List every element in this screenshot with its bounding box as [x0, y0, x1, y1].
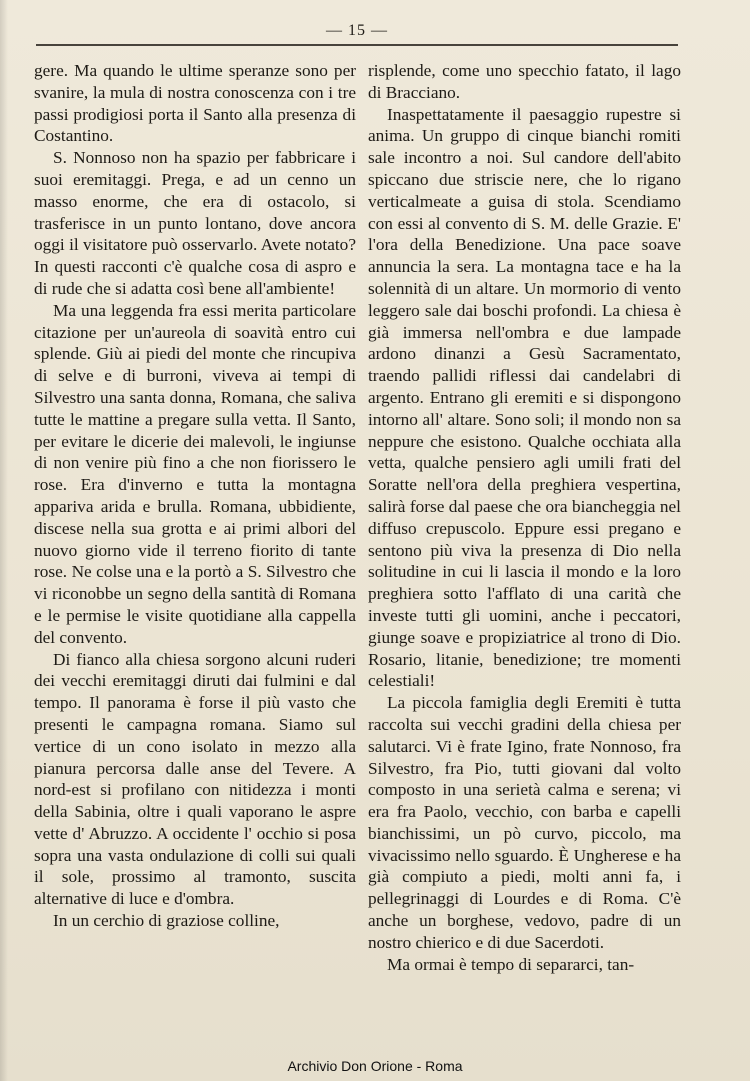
paragraph: risplende, come uno specchio fatato, il lago di Bracciano.: [368, 61, 681, 102]
paragraph: gere. Ma quando le ultime speranze sono per svanire, la mula di nostra conoscenza con i tre passi prodigiosi porta il Santo alla presenza di Costantino.: [34, 61, 356, 146]
paragraph: La piccola famiglia degli Eremiti è tutta raccolta sui vecchi gradini della chiesa per salutarci. Vi è frate Igino, frate Nonnoso, fra Silvestro, fra Pio, tutti giovani dal volto composto in una serietà calma e serena; vi era fra Paolo, vecchio, con barba e capelli bianchissimi, un pò curvo, piccolo, ma vivacissimo nello sguardo. È Ungherese e ha già compiuto a piedi, molti anni fa, i pellegrinaggi di Lourdes e di Roma. C'è anche un borghese, vedovo, padre di un nostro chierico e di due Sacerdoti.: [368, 693, 681, 952]
paragraph: Di fianco alla chiesa sorgono alcuni ruderi dei vecchi eremitaggi diruti dai fulmini e dal tempo. Il panorama è forse il più vasto che presenti le campagna romana. Siamo sul vertice di un cono isolato in mezzo alla pianura percorsa dalle anse del Tevere. A nord-est si profilano con nitidezza i monti della Sabinia, oltre i quali vaporano le aspre vette d' Abruzzo. A occidente l' occhio si posa sopra una vasta ondulazione di colli sui quali il sole, prossimo al tramonto, suscita alternative di luce e d'ombra.: [34, 649, 356, 909]
page-number: — 15 —: [326, 22, 388, 39]
page-edge-shadow: [0, 0, 8, 1081]
archive-footer: Archivio Don Orione - Roma: [287, 1058, 463, 1074]
page-header: [36, 22, 678, 52]
paragraph: Ma ormai è tempo di separarci, tan-: [387, 954, 635, 974]
header-rule: [36, 44, 678, 46]
paragraph: Ma una leggenda fra essi merita particolare citazione per un'aureola di soavità entro cui splende. Giù ai piedi del monte che rincupiva di selve e di burroni, viveva ai tempi di Silvestro una santa donna, Romana, che saliva tutte le mattine a pregare sulla vetta. Il Santo, per evitare le dicerie dei malevoli, le ingiunse di non venire più fino a che non fiorissero le rose. Era d'inverno e tutta la montagna appariva arida e brulla. Romana, ubbidiente, discese nella sua grotta e ai primi albori del nuovo giorno vide il terreno fiorito di tante rose. Ne colse una e la portò a S. Silvestro che vi riconobbe un segno della santità di Romana e le permise le visite quotidiane alla cappella del convento.: [34, 300, 356, 647]
paragraph: Inaspettatamente il paesaggio rupestre si anima. Un gruppo di cinque bianchi romiti sale incontro a noi. Sul candore dell'abito spiccano due striscie nere, che lo rigano verticalmeate a guisa di stola. Scendiamo con essi al convento di S. M. delle Grazie. E' l'ora della Benedizione. Una pace soave annuncia la sera. La montagna tace e ha la solennità di un altare. Un mormorio di vento leggero sale dai boschi profondi. La chiesa è già immersa nell'ombra e due lampade ardono dinanzi a Gesù Sacramentato, traendo pallidi riflessi dai candelabri di argento. Entrano gli eremiti e si dispongono intorno all' altare. Sono soli; il mondo non sa neppure che esistono. Qualche occhiata alla vetta, qualche pensiero agli umili frati del Soratte nell'ora della preghiera vespertina, salirà forse dal paese che ora biancheggia nel diffuso crepuscolo. Eppure essi pregano e sentono più viva la presenza di Dio nella solitudine in cui li lascia il mondo e la loro preghiera sotto l'afflato di una carità che investe tutti gli uomini, anche i peccatori, giunge soave e propiziatrice al trono di Dio. Rosario, litanie, benedizione; tre momenti celestiali!: [368, 104, 681, 691]
paragraph: S. Nonnoso non ha spazio per fabbricare i suoi eremitaggi. Prega, e ad un cenno un masso enorme, che era di ostacolo, si trasferisce in un punto lontano, dove ancora oggi il visitatore può osservarlo. Avete notato? In questi racconti c'è qualche cosa di aspro e di rude che si adatta così bene all'ambiente!: [34, 148, 356, 298]
right-column: [368, 60, 681, 975]
paragraph: In un cerchio di graziose colline,: [53, 911, 280, 931]
left-column: [34, 60, 356, 932]
